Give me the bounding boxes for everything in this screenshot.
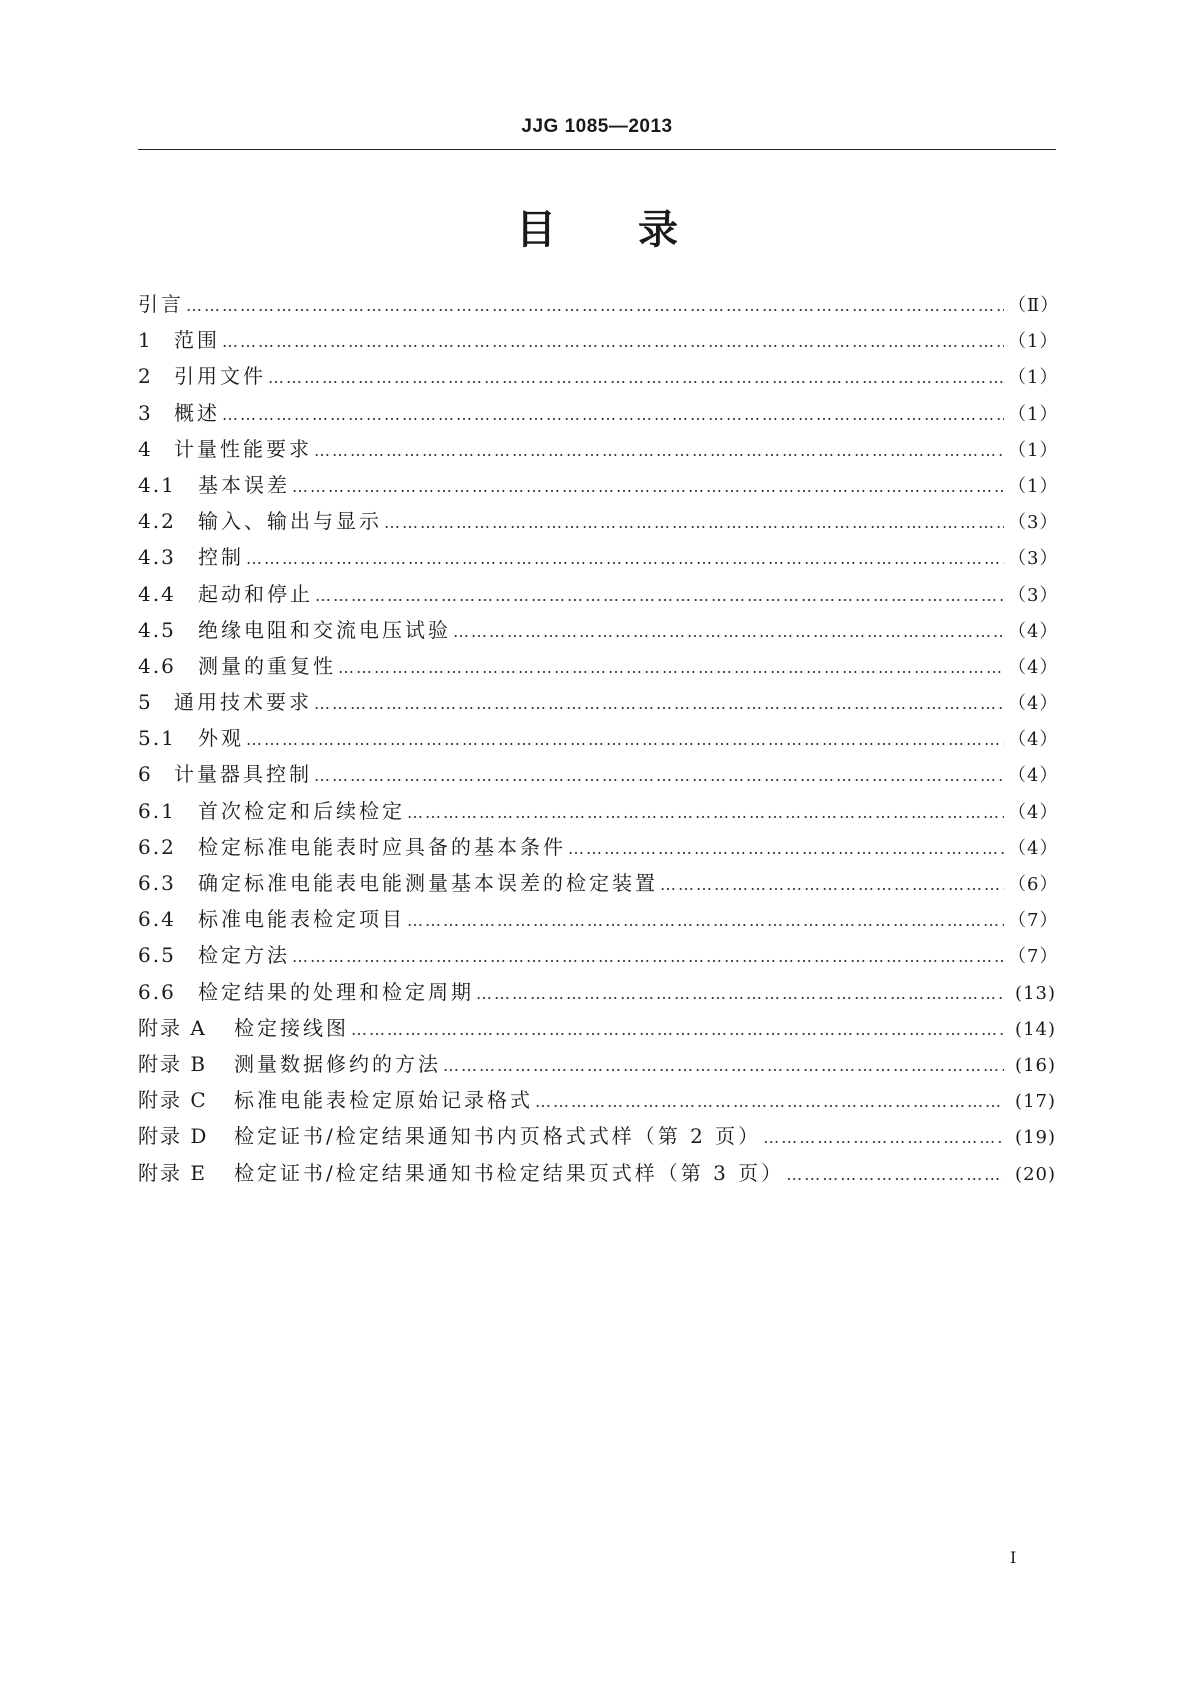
toc-entry-page: （7） <box>1008 946 1059 968</box>
toc-entry-label: 输入、输出与显示 <box>198 509 382 534</box>
toc-entry-label: 测量的重复性 <box>198 653 336 678</box>
toc-entry-label: 概述 <box>174 400 220 425</box>
toc-entry-number: 6.5 <box>138 943 176 968</box>
toc-entry <box>138 795 1059 831</box>
toc-entry <box>138 288 1060 324</box>
toc-entry-page: （1） <box>1008 403 1059 425</box>
toc-entry-number: 4.3 <box>138 545 176 570</box>
toc-entry-page: (13) <box>1015 982 1056 1004</box>
toc-entry-page: (20) <box>1015 1163 1056 1185</box>
toc-entry-label: 检定接线图 <box>234 1015 349 1040</box>
toc-entry-label: 计量器具控制 <box>174 762 312 787</box>
toc-entry-page: （4） <box>1008 729 1059 751</box>
toc-entry-number: 6 <box>138 762 153 787</box>
toc-leader-dots <box>453 622 1004 641</box>
toc-entry-label: 控制 <box>198 545 244 570</box>
table-of-contents <box>138 288 1060 1193</box>
toc-entry <box>138 397 1059 433</box>
toc-entry-number: 附录 B <box>138 1051 208 1076</box>
toc-leader-dots <box>246 549 1004 568</box>
toc-entry-page: （1） <box>1008 367 1059 389</box>
toc-entry-page: (16) <box>1015 1054 1056 1076</box>
toc-entry-label: 首次检定和后续检定 <box>198 798 405 823</box>
toc-entry-number: 附录 E <box>138 1160 207 1185</box>
toc-entry-number: 5.1 <box>138 726 176 751</box>
toc-leader-dots <box>292 477 1004 496</box>
toc-leader-dots <box>351 1020 1004 1039</box>
toc-entry-number: 6.3 <box>138 871 176 895</box>
toc-leader-dots <box>186 296 1004 315</box>
toc-leader-dots <box>407 803 1004 822</box>
toc-leader-dots <box>407 911 1004 930</box>
toc-entry-number: 6.4 <box>138 907 176 932</box>
toc-leader-dots <box>786 1165 1004 1184</box>
toc-entry-label: 绝缘电阻和交流电压试验 <box>198 617 451 642</box>
toc-entry <box>138 541 1059 577</box>
toc-entry-number: 附录 C <box>138 1088 208 1113</box>
toc-entry-page: (17) <box>1015 1091 1056 1113</box>
toc-entry-number: 6.6 <box>138 979 176 1004</box>
toc-entry-number: 6.1 <box>138 798 176 823</box>
page-number: I <box>1010 1548 1017 1567</box>
toc-leader-dots <box>268 368 1004 387</box>
toc-entry-label: 检定证书/检定结果通知书内页格式式样（第 2 页） <box>234 1124 762 1149</box>
toc-entry-label: 检定结果的处理和检定周期 <box>198 979 474 1004</box>
toc-entry <box>138 324 1059 360</box>
toc-entry <box>138 650 1059 686</box>
toc-entry <box>138 939 1059 975</box>
toc-entry-page: （1） <box>1008 439 1059 461</box>
toc-entry-label: 范围 <box>174 328 220 353</box>
toc-leader-dots <box>315 586 1004 605</box>
toc-leader-dots <box>763 1128 1004 1147</box>
toc-entry-page: （4） <box>1008 801 1059 823</box>
standard-code-header: JJG 1085—2013 <box>521 116 673 137</box>
toc-entry-page: （3） <box>1008 512 1059 534</box>
toc-leader-dots <box>443 1056 1004 1075</box>
toc-entry-page: （4） <box>1008 765 1059 787</box>
toc-entry-page: （3） <box>1008 584 1059 606</box>
toc-entry <box>138 1012 1056 1048</box>
toc-entry <box>138 1157 1056 1193</box>
toc-leader-dots <box>384 513 1004 532</box>
toc-leader-dots <box>660 875 1004 894</box>
toc-entry-page: （1） <box>1008 331 1059 353</box>
toc-entry-number: 5 <box>138 690 153 715</box>
toc-entry-number: 4.4 <box>138 581 176 606</box>
toc-leader-dots <box>476 984 1004 1003</box>
toc-entry-number: 4.1 <box>138 472 176 497</box>
toc-entry-number: 1 <box>138 328 153 353</box>
toc-entry-page: (14) <box>1015 1018 1056 1040</box>
toc-leader-dots <box>314 766 1004 785</box>
toc-leader-dots <box>222 405 1004 424</box>
toc-entry <box>138 1084 1056 1120</box>
toc-leader-dots <box>535 1092 1004 1111</box>
toc-leader-dots <box>338 658 1004 677</box>
toc-entry <box>138 469 1059 505</box>
toc-leader-dots <box>568 839 1004 858</box>
toc-leader-dots <box>222 332 1004 351</box>
toc-entry <box>138 831 1059 867</box>
toc-entry-number: 4.5 <box>138 617 176 642</box>
toc-entry-number: 6.2 <box>138 834 176 859</box>
toc-leader-dots <box>246 730 1004 749</box>
toc-entry-page: （4） <box>1008 693 1059 715</box>
toc-entry <box>138 505 1059 541</box>
toc-entry <box>138 360 1059 396</box>
toc-entry-label: 标准电能表检定原始记录格式 <box>234 1088 533 1113</box>
toc-entry-label: 标准电能表检定项目 <box>198 907 405 932</box>
toc-entry-label: 检定证书/检定结果通知书检定结果页式样（第 3 页） <box>234 1160 785 1185</box>
toc-entry-page: （7） <box>1008 910 1059 932</box>
toc-leader-dots <box>314 694 1004 713</box>
toc-entry <box>138 433 1059 469</box>
toc-entry-label: 通用技术要求 <box>174 690 312 715</box>
toc-entry-page: （4） <box>1008 620 1059 642</box>
toc-entry-label: 检定方法 <box>198 943 290 968</box>
toc-entry-label: 引言 <box>138 292 184 316</box>
toc-entry <box>138 1120 1056 1156</box>
toc-entry-page: (19) <box>1015 1127 1056 1149</box>
toc-entry <box>138 758 1059 794</box>
toc-entry-number: 4.6 <box>138 653 176 678</box>
toc-entry-label: 外观 <box>198 726 244 751</box>
toc-entry-page: （6） <box>1008 874 1059 895</box>
toc-entry <box>138 722 1059 758</box>
toc-entry-number: 2 <box>138 364 153 389</box>
toc-entry <box>138 976 1056 1012</box>
toc-entry-page: （Ⅱ） <box>1008 295 1060 316</box>
toc-entry-page: （4） <box>1008 837 1059 859</box>
toc-entry <box>138 903 1059 939</box>
toc-entry <box>138 686 1059 722</box>
toc-entry <box>138 1048 1056 1084</box>
toc-entry-number: 附录 D <box>138 1124 209 1149</box>
toc-entry-page: （4） <box>1008 656 1059 678</box>
toc-entry-label: 确定标准电能表电能测量基本误差的检定装置 <box>198 871 658 895</box>
toc-entry-number: 4.2 <box>138 509 176 534</box>
toc-entry-number: 附录 A <box>138 1015 207 1040</box>
toc-entry-page: （3） <box>1008 548 1059 570</box>
toc-entry-label: 起动和停止 <box>198 581 313 606</box>
toc-entry <box>138 578 1059 614</box>
toc-entry-label: 检定标准电能表时应具备的基本条件 <box>198 834 566 859</box>
toc-leader-dots <box>314 441 1004 460</box>
toc-entry-label: 基本误差 <box>198 472 290 497</box>
toc-entry-label: 引用文件 <box>174 364 266 389</box>
toc-entry-label: 计量性能要求 <box>174 436 312 461</box>
toc-leader-dots <box>292 947 1004 966</box>
toc-entry <box>138 867 1059 903</box>
page-title: 目录 <box>516 207 760 253</box>
toc-entry-label: 测量数据修约的方法 <box>234 1051 441 1076</box>
header-divider <box>138 149 1056 150</box>
toc-entry-page: （1） <box>1008 475 1059 497</box>
toc-entry-number: 3 <box>138 400 153 425</box>
toc-entry-number: 4 <box>138 436 153 461</box>
toc-entry <box>138 614 1059 650</box>
